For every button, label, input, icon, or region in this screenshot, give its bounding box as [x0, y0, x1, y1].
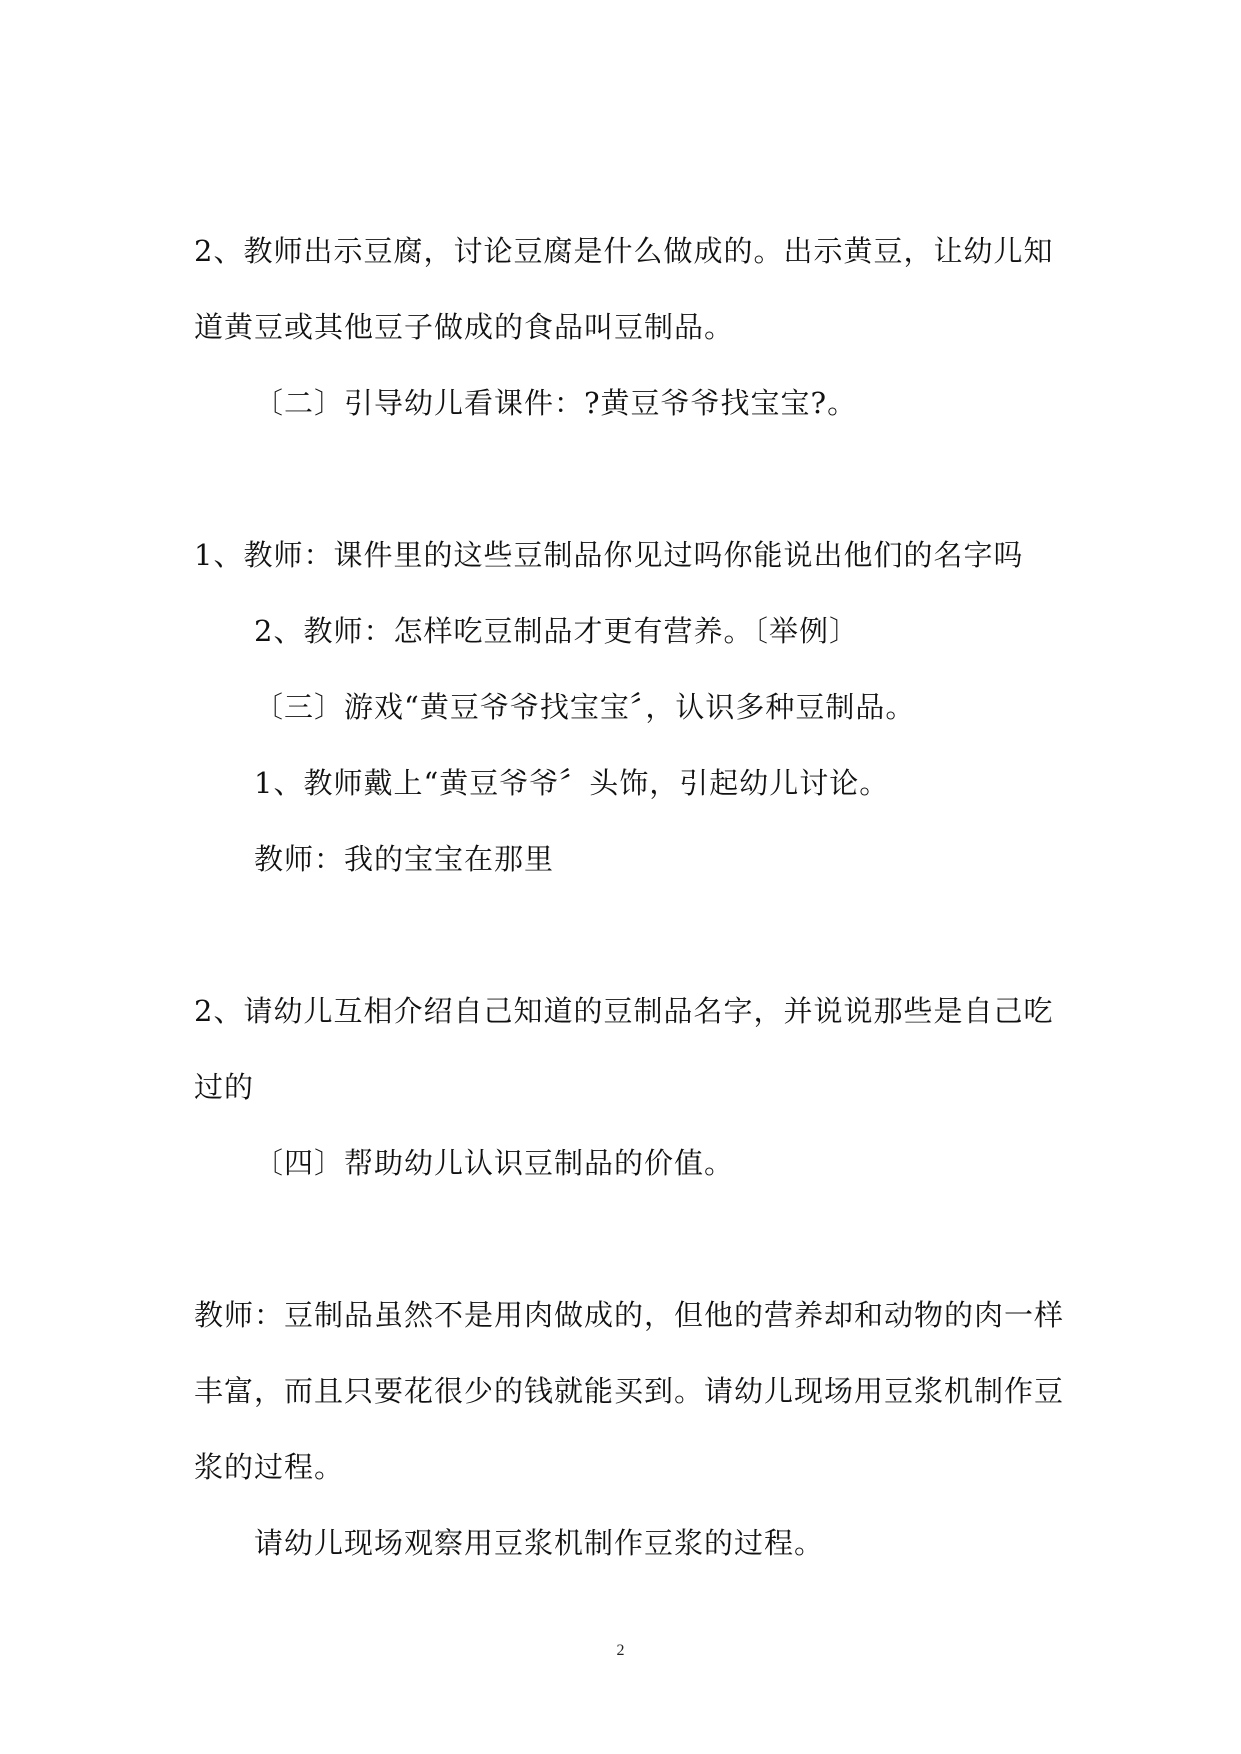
paragraph-line: 教师：豆制品虽然不是用肉做成的，但他的营养却和动物的肉一样	[194, 1298, 1065, 1332]
paragraph-line: 道黄豆或其他豆子做成的食品叫豆制品。	[194, 310, 735, 344]
paragraph-line: 教师：我的宝宝在那里	[254, 842, 555, 876]
paragraph-line: 浆的过程。	[194, 1450, 345, 1484]
paragraph-line: 2、请幼儿互相介绍自己知道的豆制品名字，并说说那些是自己吃	[194, 994, 1054, 1028]
paragraph-line: 丰富，而且只要花很少的钱就能买到。请幼儿现场用豆浆机制作豆	[194, 1374, 1065, 1408]
page-number: 2	[616, 1642, 625, 1659]
paragraph-line: 请幼儿现场观察用豆浆机制作豆浆的过程。	[254, 1526, 825, 1560]
paragraph-line: 1、教师：课件里的这些豆制品你见过吗你能说出他们的名字吗	[194, 538, 1024, 572]
paragraph-line: 2、教师：怎样吃豆制品才更有营养。〔举例〕	[254, 614, 859, 648]
paragraph-line: 1、教师戴上“黄豆爷爷〞头饰，引起幼儿讨论。	[254, 766, 890, 800]
section-heading: 〔三〕游戏“黄豆爷爷找宝宝〞，认识多种豆制品。	[254, 690, 916, 724]
paragraph-line: 2、教师出示豆腐，讨论豆腐是什么做成的。出示黄豆，让幼儿知	[194, 234, 1054, 268]
section-heading: 〔二〕引导幼儿看课件：?黄豆爷爷找宝宝?。	[254, 386, 858, 420]
paragraph-line: 过的	[194, 1070, 255, 1104]
section-heading: 〔四〕帮助幼儿认识豆制品的价值。	[254, 1146, 735, 1180]
